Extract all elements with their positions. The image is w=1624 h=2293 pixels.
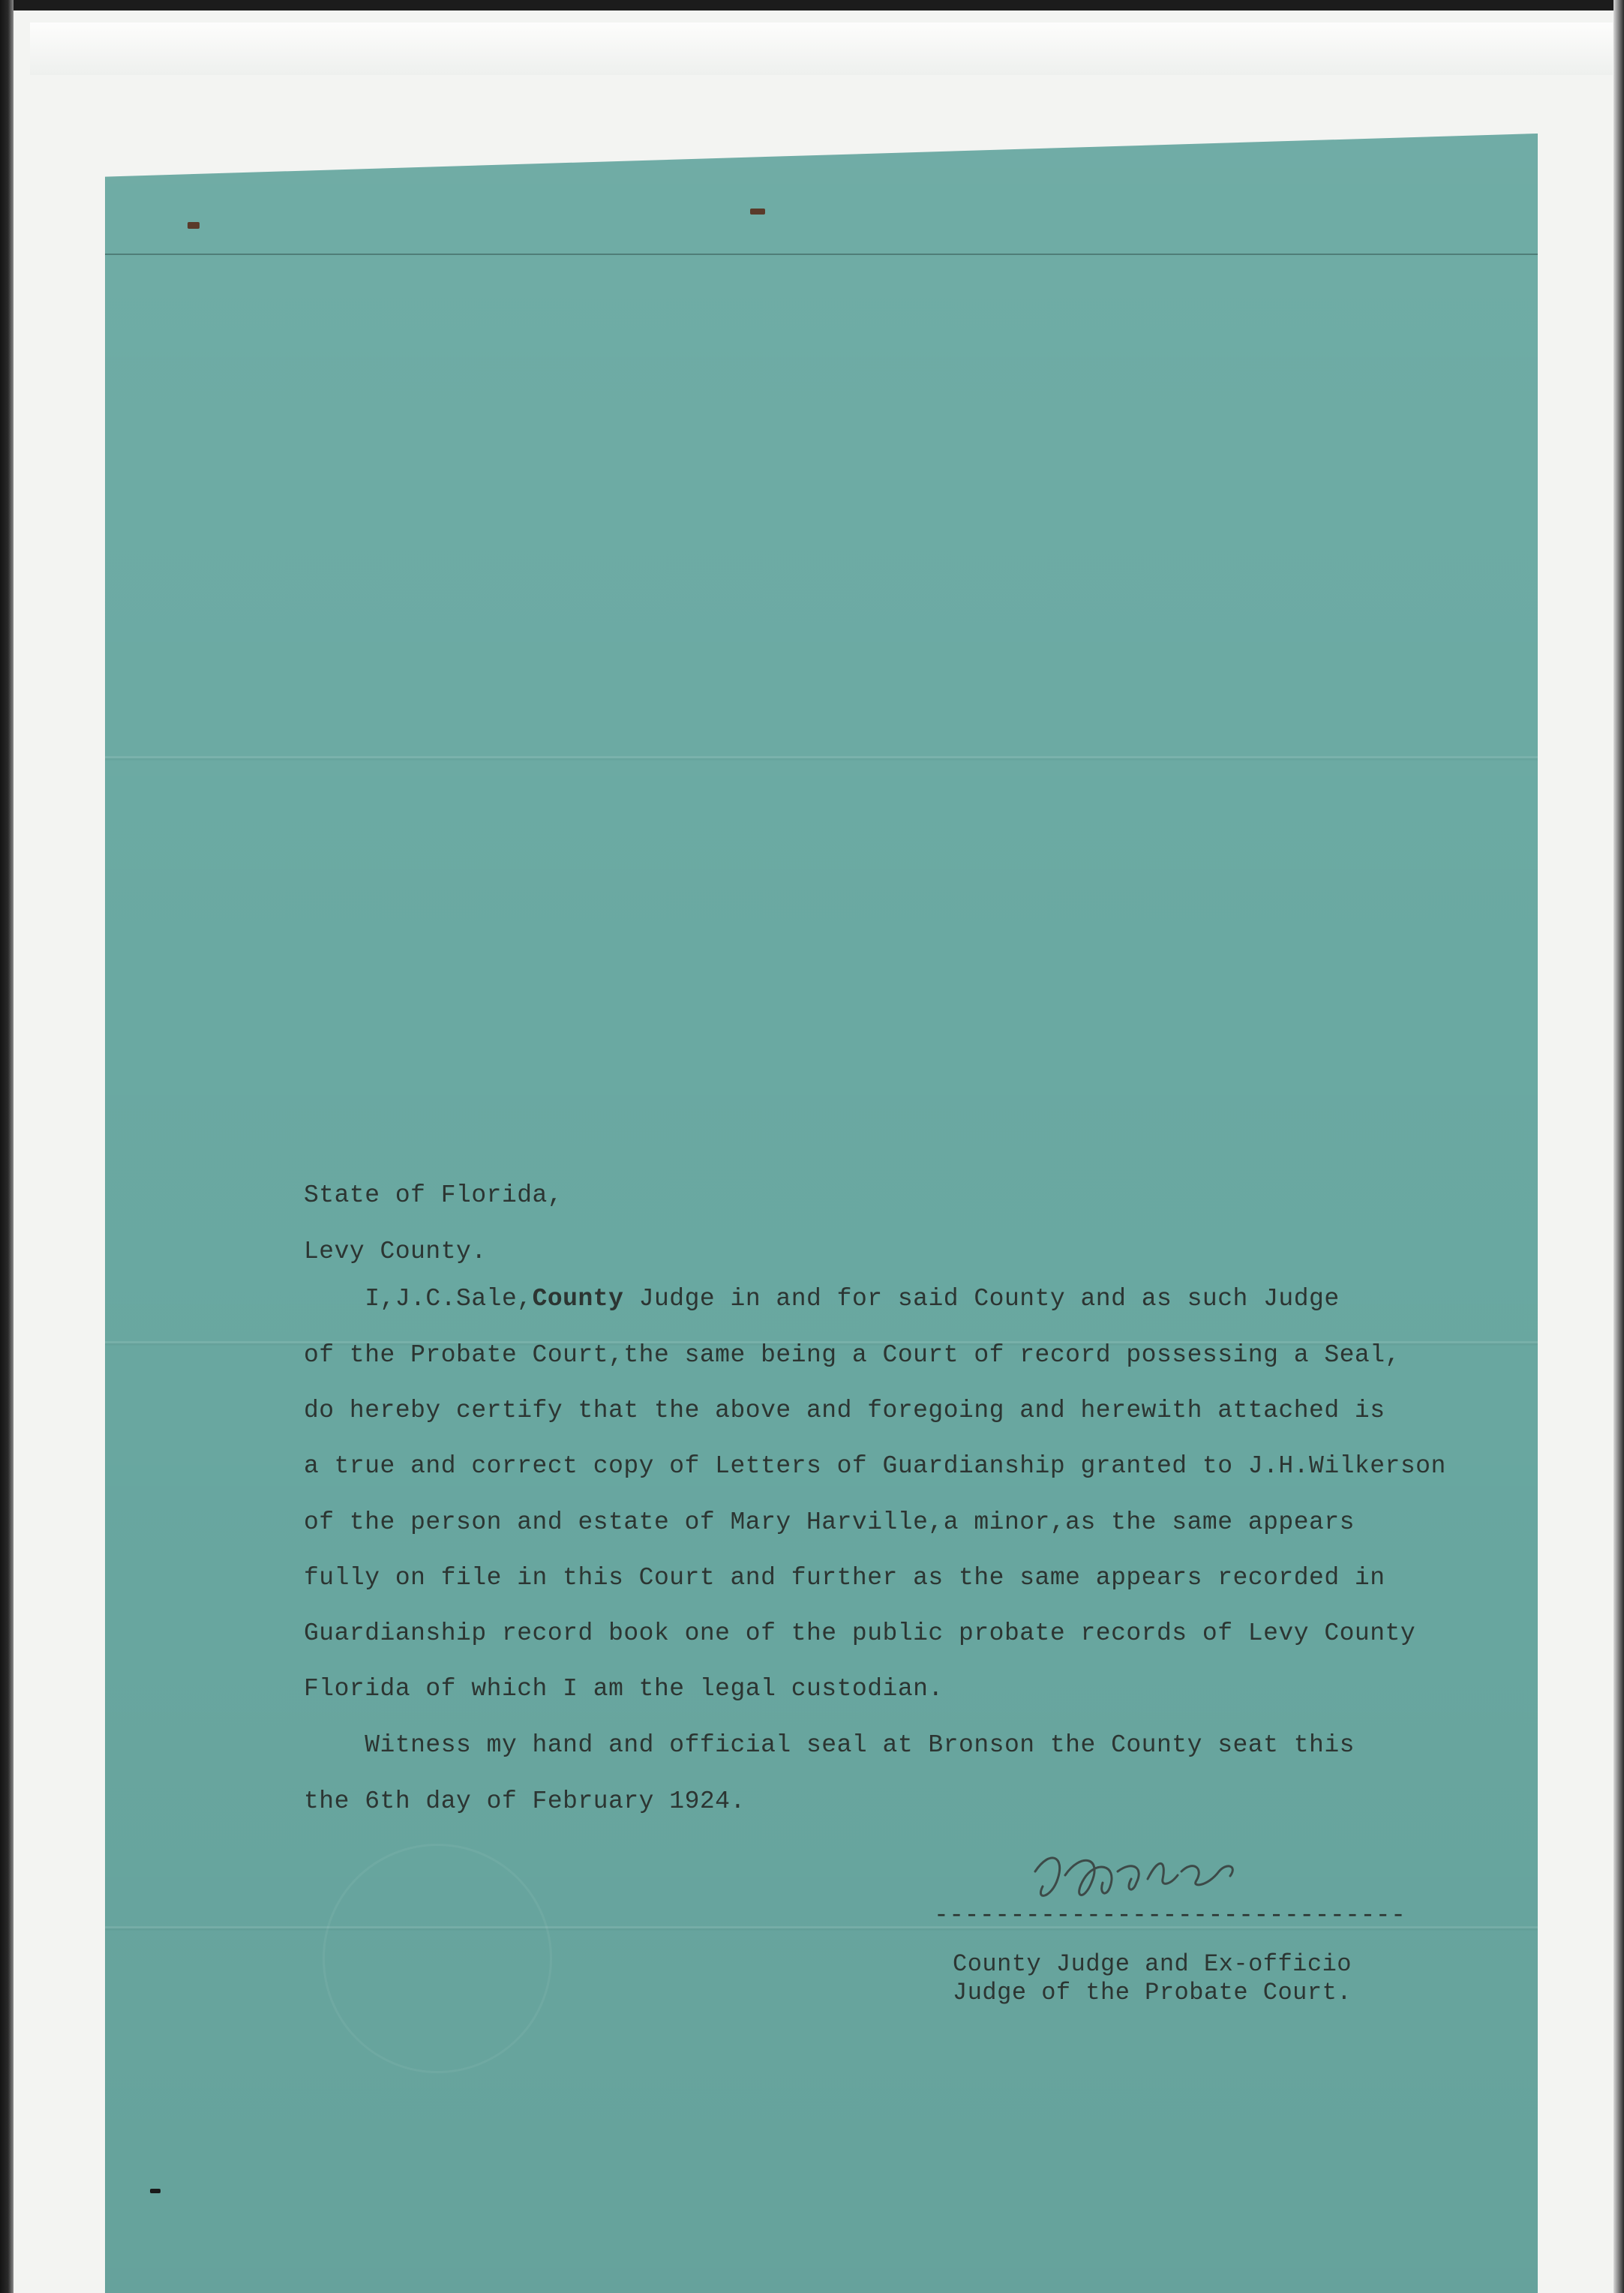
body-line-4: a true and correct copy of Letters of Guardianship granted to J.H.Wilkerson xyxy=(304,1452,1446,1480)
scanner-edge-left xyxy=(0,0,14,2293)
county-line: Levy County. xyxy=(304,1238,487,1265)
top-rule xyxy=(105,254,1538,255)
paper-speck xyxy=(750,209,765,215)
body-line-1-bold: County xyxy=(532,1285,624,1313)
witness-line-2: the 6th day of February 1924. xyxy=(304,1787,746,1815)
scanner-edge-right xyxy=(1613,0,1624,2293)
fold-crease xyxy=(105,756,1538,758)
body-line-8: Florida of which I am the legal custodian. xyxy=(304,1675,944,1703)
body-line-3: do hereby certify that the above and foregoing and herewith attached is xyxy=(304,1397,1385,1424)
body-line-2: of the Probate Court,the same being a Court of record possessing a Seal, xyxy=(304,1341,1400,1369)
paper-speck xyxy=(188,222,200,229)
body-line-1-end: Judge in and for said County and as such Judge xyxy=(623,1285,1340,1313)
witness-line-1: Witness my hand and official seal at Bronson the County seat this xyxy=(304,1731,1355,1759)
body-line-1 xyxy=(304,1285,1340,1313)
embossed-seal xyxy=(323,1844,552,2073)
scanner-glare xyxy=(30,23,1613,75)
body-line-7: Guardianship record book one of the public probate records of Levy County xyxy=(304,1619,1416,1647)
body-line-6: fully on file in this Court and further as the same appears recorded in xyxy=(304,1564,1385,1592)
body-line-1-start: I,J.C.Sale, xyxy=(304,1285,533,1313)
signer-title-2: Judge of the Probate Court. xyxy=(953,1979,1352,2006)
paper-speck xyxy=(150,2189,161,2193)
signer-title-1: County Judge and Ex-officio xyxy=(953,1950,1352,1978)
body-line-5: of the person and estate of Mary Harville,a minor,as the same appears xyxy=(304,1508,1355,1536)
scanner-edge-top xyxy=(0,0,1624,11)
state-line: State of Florida, xyxy=(304,1181,563,1209)
signature-line: ------------------------------- xyxy=(934,1901,1406,1929)
